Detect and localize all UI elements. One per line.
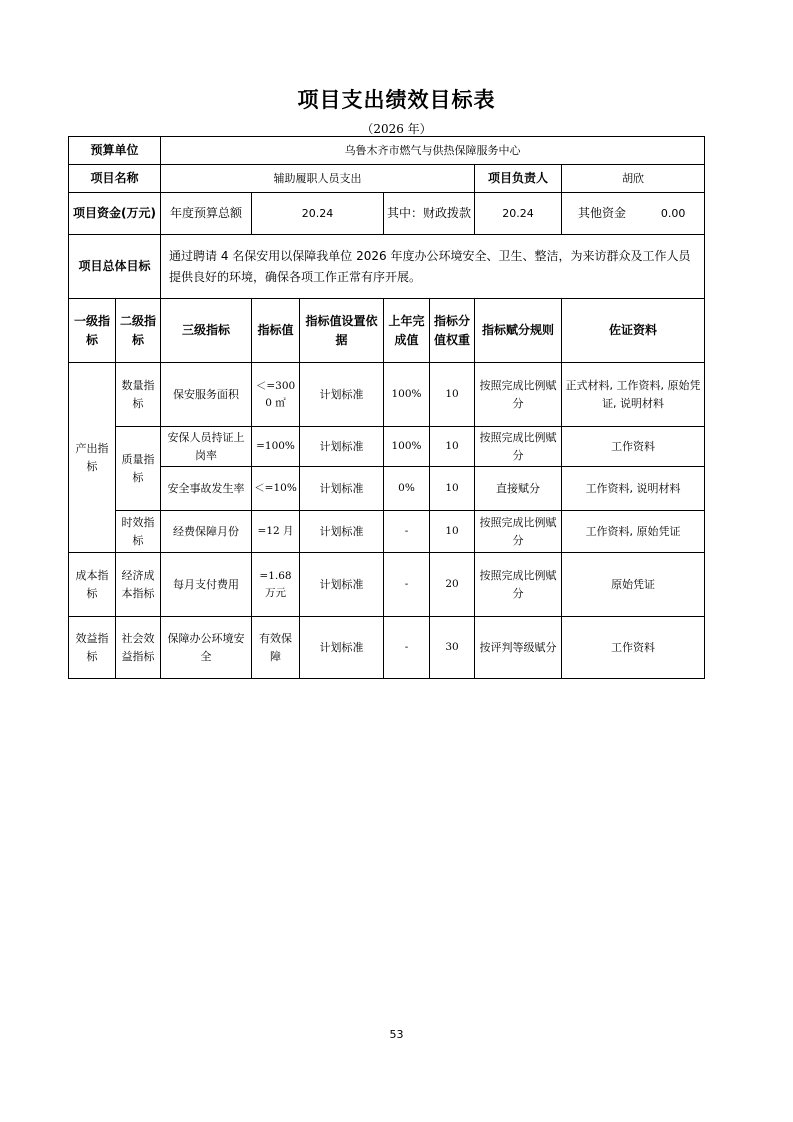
header-value: 指标值 [252, 299, 300, 363]
indicator-last: 100% [384, 363, 430, 427]
indicator-rule: 按照完成比例赋分 [475, 427, 562, 467]
other-value: 0.00 [660, 206, 686, 220]
indicator-rule: 按照完成比例赋分 [475, 363, 562, 427]
project-leader-label: 项目负责人 [475, 165, 562, 193]
table-row [69, 467, 705, 511]
indicator-name: 保障办公环境安全 [161, 617, 252, 679]
table-row [69, 617, 705, 679]
indicator-weight: 10 [430, 363, 475, 427]
header-basis: 指标值设置依据 [300, 299, 384, 363]
header-level2: 二级指标 [116, 299, 161, 363]
indicator-basis: 计划标准 [300, 511, 384, 553]
header-level3: 三级指标 [161, 299, 252, 363]
indicator-value: =1.68 万元 [252, 553, 300, 617]
project-name-value: 辅助履职人员支出 [161, 165, 475, 193]
annual-budget-value: 20.24 [252, 193, 384, 235]
header-level1: 一级指标 [69, 299, 116, 363]
goal-value: 通过聘请 4 名保安用以保障我单位 2026 年度办公环境安全、卫生、整洁，为来访群众及工作人员提供良好的环境，确保各项工作正常有序开展。 [161, 235, 705, 299]
fiscal-label: 其中：财政拨款 [384, 193, 475, 235]
indicator-weight: 10 [430, 427, 475, 467]
indicator-evidence: 工作资料, 说明材料 [562, 467, 705, 511]
indicator-weight: 30 [430, 617, 475, 679]
indicator-name: 经费保障月份 [161, 511, 252, 553]
subgroup-social-benefit: 社会效益指标 [116, 617, 161, 679]
indicator-rule: 按照完成比例赋分 [475, 553, 562, 617]
year-label: （2026 年） [361, 122, 432, 136]
table-row [69, 363, 705, 427]
indicator-evidence: 原始凭证 [562, 553, 705, 617]
indicator-basis: 计划标准 [300, 467, 384, 511]
header-last-year: 上年完成值 [384, 299, 430, 363]
indicator-last: - [384, 511, 430, 553]
annual-budget-label: 年度预算总额 [161, 193, 252, 235]
indicator-value: =12 月 [252, 511, 300, 553]
page-title: 项目支出绩效目标表 [297, 88, 496, 112]
fund-label: 项目资金(万元) [69, 193, 161, 235]
indicator-value: 有效保障 [252, 617, 300, 679]
table-row [69, 427, 705, 467]
indicator-value: ＜=10% [252, 467, 300, 511]
indicator-evidence: 工作资料 [562, 617, 705, 679]
indicator-basis: 计划标准 [300, 553, 384, 617]
page-number: 53 [389, 1028, 404, 1041]
indicator-evidence: 正式材料, 工作资料, 原始凭证, 说明材料 [562, 363, 705, 427]
group-output: 产出指标 [69, 363, 116, 553]
indicator-basis: 计划标准 [300, 427, 384, 467]
other-label: 其他资金 [578, 206, 627, 221]
group-benefit: 效益指标 [69, 617, 116, 679]
indicator-name: 安保人员持证上岗率 [161, 427, 252, 467]
indicator-rule: 按照完成比例赋分 [475, 511, 562, 553]
indicator-name: 每月支付费用 [161, 553, 252, 617]
indicator-evidence: 工作资料 [562, 427, 705, 467]
indicator-last: 100% [384, 427, 430, 467]
table-row [69, 511, 705, 553]
subgroup-time: 时效指标 [116, 511, 161, 553]
indicator-weight: 10 [430, 511, 475, 553]
subgroup-quality: 质量指标 [116, 427, 161, 511]
indicator-basis: 计划标准 [300, 363, 384, 427]
indicator-rule: 按评判等级赋分 [475, 617, 562, 679]
indicator-evidence: 工作资料, 原始凭证 [562, 511, 705, 553]
subgroup-quantity: 数量指标 [116, 363, 161, 427]
budget-unit-label: 预算单位 [69, 137, 161, 165]
other-funds-cell [562, 193, 705, 235]
fiscal-value: 20.24 [475, 193, 562, 235]
indicator-rule: 直接赋分 [475, 467, 562, 511]
header-rule: 指标赋分规则 [475, 299, 562, 363]
header-weight: 指标分值权重 [430, 299, 475, 363]
indicator-value: ＜=3000 ㎡ [252, 363, 300, 427]
indicator-last: - [384, 553, 430, 617]
subgroup-economic-cost: 经济成本指标 [116, 553, 161, 617]
indicator-last: 0% [384, 467, 430, 511]
performance-table [68, 136, 705, 679]
project-name-label: 项目名称 [69, 165, 161, 193]
indicator-name: 安全事故发生率 [161, 467, 252, 511]
indicator-value: =100% [252, 427, 300, 467]
indicator-basis: 计划标准 [300, 617, 384, 679]
indicator-last: - [384, 617, 430, 679]
indicator-name: 保安服务面积 [161, 363, 252, 427]
budget-unit-value: 乌鲁木齐市燃气与供热保障服务中心 [161, 137, 705, 165]
indicator-weight: 20 [430, 553, 475, 617]
header-evidence: 佐证资料 [562, 299, 705, 363]
project-leader-value: 胡欣 [562, 165, 705, 193]
table-row [69, 553, 705, 617]
goal-label: 项目总体目标 [69, 235, 161, 299]
indicator-weight: 10 [430, 467, 475, 511]
group-cost: 成本指标 [69, 553, 116, 617]
